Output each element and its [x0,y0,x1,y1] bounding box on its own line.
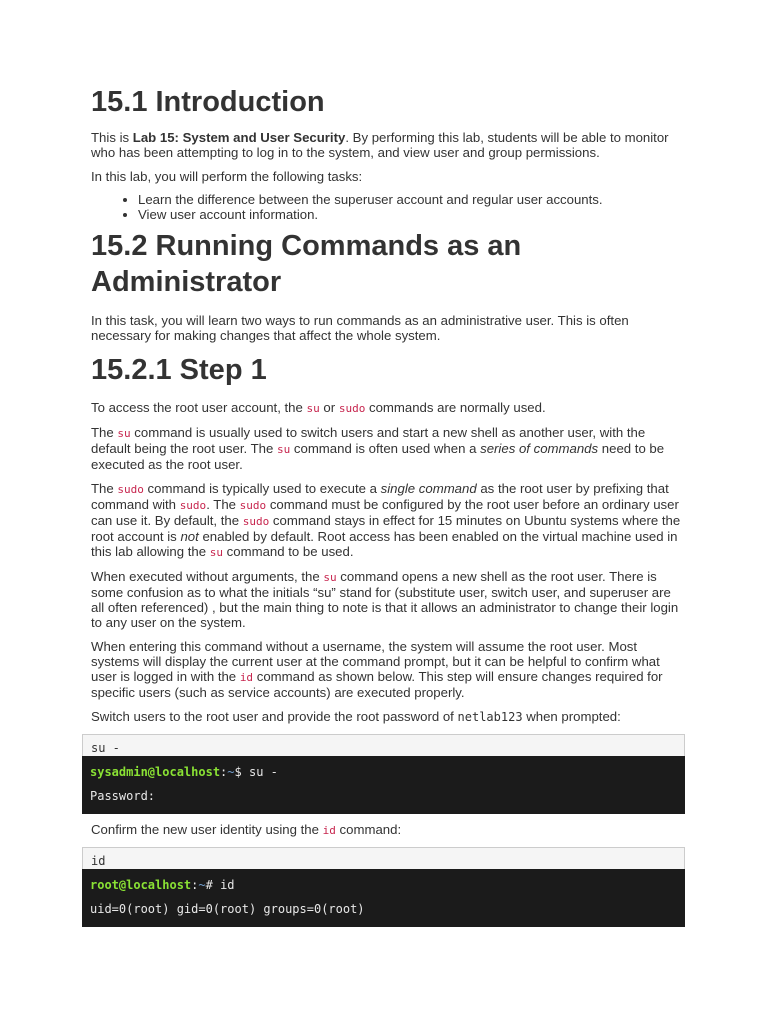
command-bar[interactable]: id [82,847,685,869]
step-paragraph-2 [91,425,686,472]
inline-code: sudo [242,515,270,528]
list-item: • View user account information. [138,207,686,222]
inline-code: su [117,427,131,440]
running-paragraph: In this task, you will learn two ways to run commands as an administrative user. This is often necessary for making changes that affect the whole system. [91,313,629,343]
step-paragraph-5 [91,639,686,700]
text: Switch users to the root user and provide the root password of [91,709,458,724]
text: Confirm the new user identity using the [91,822,323,837]
terminal-line: uid=0(root) gid=0(root) groups=0(root) [90,902,365,916]
text: or [319,400,339,415]
inline-code: su [276,443,291,456]
terminal-output [82,756,685,814]
text: When entering this command without a username, the system will assume the root user. Most systems will display the current user at the command prompt, but it can be helpful to confirm what user is logged in with the [91,639,660,684]
emphasis: not [180,529,199,544]
tasks-intro-paragraph: In this lab, you will perform the following tasks: [91,169,363,184]
document-page [91,82,686,927]
text: commands are normally used. [365,400,546,415]
text: . The [206,497,240,512]
command-bar[interactable]: su - [82,734,685,756]
prompt-user: root@localhost [90,878,192,892]
intro-paragraph [91,130,686,160]
prompt-user: sysadmin@localhost [90,765,221,779]
text: command opens a new shell as the root user. There is some confusion as to what the initials “su” stand for (substitute user, switch user, and superuser are all often referenced) , but the main thing to note is that it allows an administrator to change their login to any user on the system. [91,569,679,630]
inline-code: id [322,824,336,837]
step-paragraph-3 [91,481,686,560]
inline-code: sudo [239,499,267,512]
text: command stays in effect for 15 minutes on Ubuntu systems where the root account is [91,513,681,544]
text: command as shown below. This step will ensure changes required for specific users (such as service accounts) are executed properly. [91,669,663,700]
text: . By performing this lab, students will be able to monitor who has been attempting to log in to the system, and view user and group permissions. [91,130,669,160]
lab-title: Lab 15: System and User Security [132,130,346,145]
heading-running-commands: 15.2 Running Commands as an Administrator [91,230,522,298]
list-item: • Learn the difference between the superuser account and regular user accounts. [138,192,686,207]
terminal-line [90,760,677,784]
text: command: [335,822,402,837]
code-block-su [82,734,685,814]
prompt-command: # id [205,878,235,892]
prompt-separator: : [220,765,228,779]
text: command is usually used to switch users and start a new shell as another user, with the default being the root user. The [91,425,646,456]
prompt-path: ~ [227,765,235,779]
inline-code: sudo [338,402,366,415]
password-code: netlab123 [457,710,523,724]
emphasis: series of commands [480,441,599,456]
text: command to be used. [223,544,354,559]
text: as the root user by prefixing that command with [91,481,669,512]
inline-code: su [209,546,224,559]
terminal-line: Password: [90,789,156,803]
code-block-id [82,847,685,927]
prompt-command: $ su - [234,765,278,779]
text: need to be executed as the root user. [91,441,665,472]
inline-code: sudo [117,483,144,496]
step-paragraph-7 [91,822,686,838]
text: When executed without arguments, the [91,569,324,584]
step-paragraph-6 [91,709,686,725]
step-paragraph-1 [91,400,686,416]
task-list [91,192,686,222]
text: command must be configured by the root user before an ordinary user can use it. By default, the [91,497,679,528]
terminal-output [82,869,685,927]
emphasis: single command [380,481,477,496]
inline-code: su [323,571,337,584]
terminal-line [90,873,677,897]
text: The [91,425,118,440]
heading-step-1: 15.2.1 Step 1 [91,354,267,386]
text: The [91,481,118,496]
text: command is typically used to execute a [143,481,381,496]
inline-code: sudo [179,499,207,512]
inline-code: su [306,402,320,415]
step-paragraph-4 [91,569,686,630]
text: To access the root user account, the [91,400,307,415]
text: enabled by default. Root access has been enabled on the virtual machine used in this lab allowing the [91,529,678,559]
heading-introduction: 15.1 Introduction [91,86,325,118]
prompt-separator: : [191,878,199,892]
text: This is [91,130,133,145]
text: command is often used when a [290,441,481,456]
prompt-path: ~ [198,878,206,892]
inline-code: id [239,671,254,684]
text: when prompted: [522,709,621,724]
